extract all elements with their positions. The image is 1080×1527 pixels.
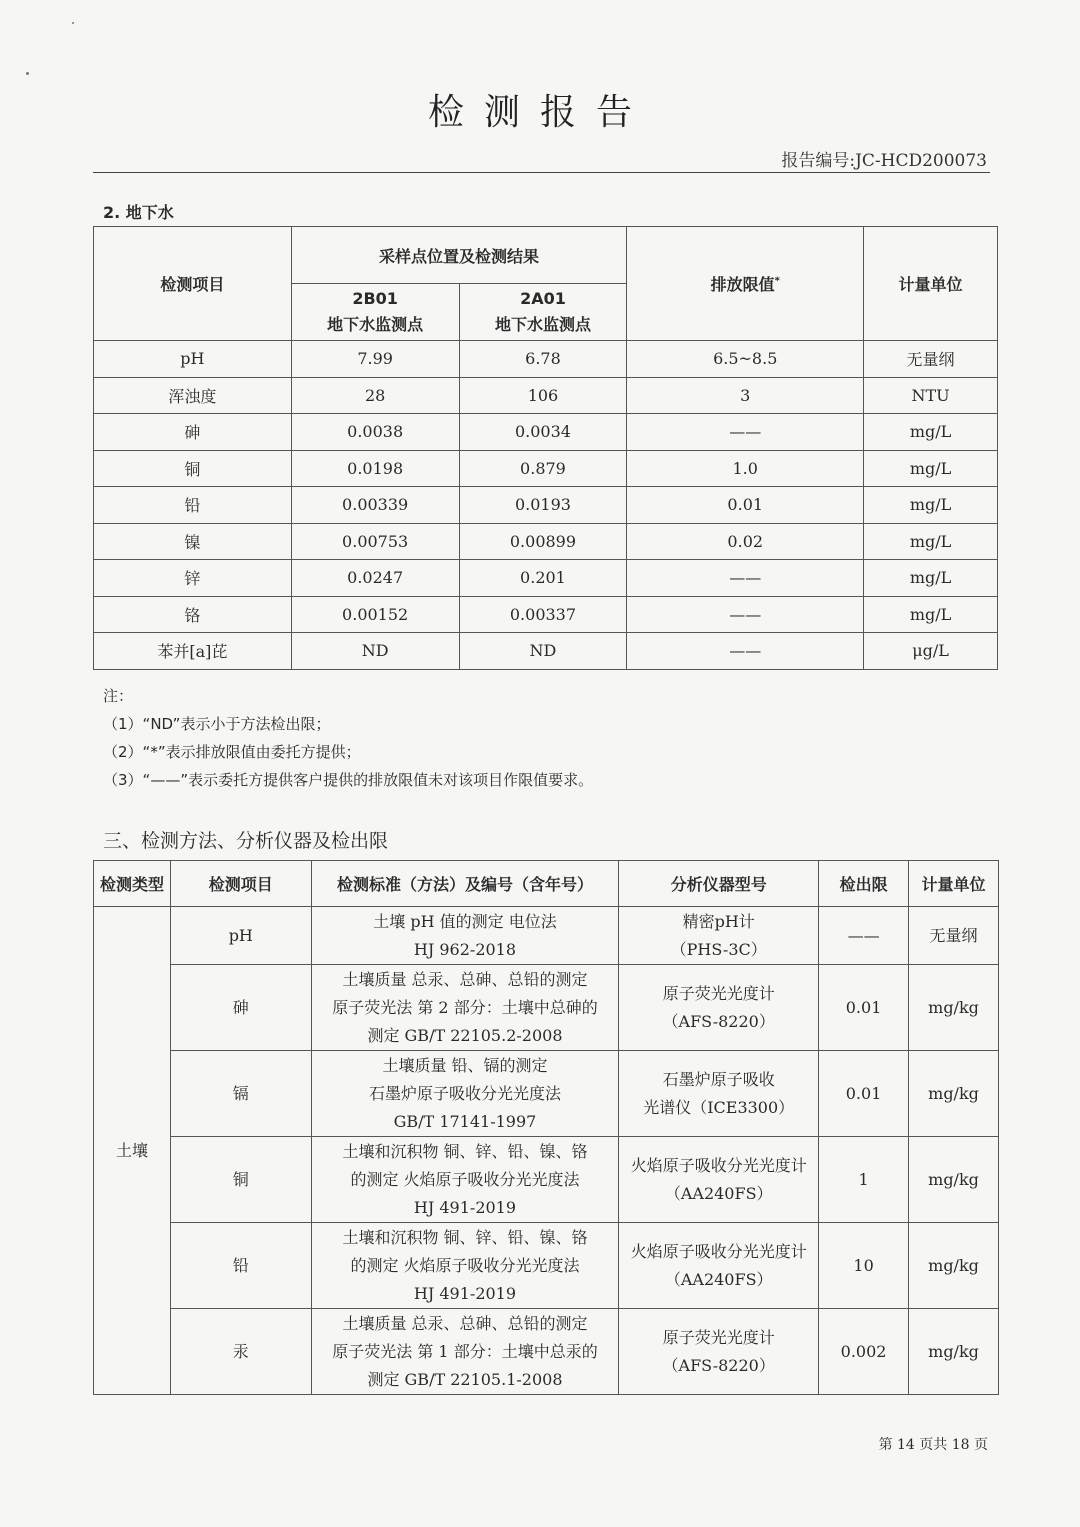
method-line: GB/T 17141-1997	[393, 1111, 537, 1131]
table-row	[94, 523, 998, 560]
cell-unit: mg/L	[864, 450, 998, 487]
methods-header-cell: 计量单位	[909, 861, 999, 907]
method-line: 石墨炉原子吸收分光光度法	[368, 1083, 561, 1103]
table-row	[94, 596, 998, 633]
methods-header-cell: 分析仪器型号	[619, 861, 819, 907]
cell-item: 铜	[170, 1137, 311, 1223]
methods-header-cell: 检测项目	[170, 861, 311, 907]
instrument-line: 光谱仪（ICE3300）	[643, 1097, 795, 1117]
cell-unit: 无量纲	[864, 341, 998, 378]
instrument-line: （AA240FS）	[664, 1269, 773, 1289]
cell-value-2a01: ND	[459, 633, 627, 670]
methods-header-cell: 检测类型	[94, 861, 171, 907]
header-unit: 计量单位	[864, 227, 998, 341]
cell-limit: 0.02	[627, 523, 864, 560]
cell-detection-limit: 0.01	[819, 1051, 909, 1137]
cell-method	[311, 1223, 619, 1309]
method-line: 测定 GB/T 22105.2-2008	[367, 1025, 563, 1045]
cell-value-2b01: 28	[291, 377, 459, 414]
header-col-2b01	[291, 284, 459, 341]
header-col-2a01	[459, 284, 627, 341]
table-row	[94, 560, 998, 597]
instrument-line: 火焰原子吸收分光光度计	[630, 1241, 807, 1261]
method-line: 原子荧光法 第 2 部分：土壤中总砷的	[332, 997, 598, 1017]
cell-item: 浑浊度	[94, 377, 292, 414]
cell-limit: ——	[627, 596, 864, 633]
cell-value-2b01: 0.00753	[291, 523, 459, 560]
cell-value-2b01: 0.0247	[291, 560, 459, 597]
cell-method	[311, 907, 619, 965]
page-number: 第 14 页共 18 页	[878, 1437, 988, 1453]
method-line: 土壤质量 铅、镉的测定	[382, 1055, 548, 1075]
note-line: （2）“*”表示排放限值由委托方提供；	[103, 743, 361, 761]
cell-value-2a01: 106	[459, 377, 627, 414]
report-title: 检测报告	[427, 92, 652, 133]
methods-header-cell: 检测标准（方法）及编号（含年号）	[311, 861, 619, 907]
table-row	[94, 633, 998, 670]
instrument-line: 原子荧光光度计	[662, 983, 775, 1003]
header-divider	[93, 172, 990, 173]
method-line: 土壤和沉积物 铜、锌、铅、镍、铬	[342, 1227, 588, 1247]
cell-item: 铅	[170, 1223, 311, 1309]
cell-value-2a01: 0.00899	[459, 523, 627, 560]
cell-item: 镉	[170, 1051, 311, 1137]
report-number: 报告编号:JC-HCD200073	[781, 151, 987, 171]
cell-item: 铬	[94, 596, 292, 633]
table-row	[94, 907, 999, 965]
cell-value-2a01: 0.879	[459, 450, 627, 487]
cell-limit: 3	[627, 377, 864, 414]
table-row	[94, 341, 998, 378]
method-line: 土壤 pH 值的测定 电位法	[373, 911, 557, 931]
instrument-line: 火焰原子吸收分光光度计	[630, 1155, 807, 1175]
cell-unit: mg/kg	[909, 1137, 999, 1223]
table-row	[94, 1137, 999, 1223]
instrument-line: （AA240FS）	[664, 1183, 773, 1203]
cell-detection-limit: 0.01	[819, 965, 909, 1051]
cell-value-2b01: 0.0038	[291, 414, 459, 451]
cell-item: 铅	[94, 487, 292, 524]
table-row	[94, 1309, 999, 1395]
cell-detection-limit: 0.002	[819, 1309, 909, 1395]
cell-unit: mg/L	[864, 414, 998, 451]
col-code: 2A01	[520, 289, 566, 308]
cell-detection-limit: 10	[819, 1223, 909, 1309]
col-name: 地下水监测点	[327, 315, 424, 334]
cell-limit: ——	[627, 633, 864, 670]
groundwater-table	[93, 226, 998, 670]
col-name: 地下水监测点	[494, 315, 591, 334]
cell-unit: μg/L	[864, 633, 998, 670]
table-row	[94, 1051, 999, 1137]
instrument-line: 原子荧光光度计	[662, 1327, 775, 1347]
table-row	[94, 1223, 999, 1309]
cell-detection-limit: 1	[819, 1137, 909, 1223]
method-line: HJ 962-2018	[413, 939, 517, 959]
instrument-line: （AFS-8220）	[662, 1011, 775, 1031]
cell-item: 砷	[94, 414, 292, 451]
note-line: 注：	[103, 687, 134, 705]
cell-unit: mg/kg	[909, 965, 999, 1051]
cell-unit: mg/kg	[909, 1051, 999, 1137]
cell-unit: mg/kg	[909, 1309, 999, 1395]
cell-unit: mg/L	[864, 560, 998, 597]
scan-speck	[26, 72, 29, 75]
instrument-line: 石墨炉原子吸收	[662, 1069, 775, 1089]
cell-detection-limit: ——	[819, 907, 909, 965]
cell-method	[311, 1137, 619, 1223]
table-row	[94, 450, 998, 487]
method-line: 原子荧光法 第 1 部分：土壤中总汞的	[332, 1341, 598, 1361]
cell-item: pH	[170, 907, 311, 965]
instrument-line: （AFS-8220）	[662, 1355, 775, 1375]
methods-header-cell: 检出限	[819, 861, 909, 907]
method-line: 的测定 火焰原子吸收分光光度法	[350, 1255, 580, 1275]
method-line: 土壤质量 总汞、总砷、总铅的测定	[342, 969, 588, 989]
cell-value-2a01: 0.0034	[459, 414, 627, 451]
cell-item: 镍	[94, 523, 292, 560]
method-line: 土壤质量 总汞、总砷、总铅的测定	[342, 1313, 588, 1333]
cell-unit: mg/L	[864, 523, 998, 560]
methods-table	[93, 860, 999, 1395]
header-sampling: 采样点位置及检测结果	[291, 227, 627, 284]
cell-item: 砷	[170, 965, 311, 1051]
cell-value-2b01: 0.00339	[291, 487, 459, 524]
cell-value-2a01: 0.00337	[459, 596, 627, 633]
col-code: 2B01	[352, 289, 398, 308]
cell-unit: 无量纲	[909, 907, 999, 965]
cell-unit: NTU	[864, 377, 998, 414]
cell-value-2a01: 0.201	[459, 560, 627, 597]
instrument-line: （PHS-3C）	[670, 939, 767, 959]
cell-limit: 1.0	[627, 450, 864, 487]
cell-limit: ——	[627, 414, 864, 451]
scan-speck	[72, 22, 74, 24]
method-line: HJ 491-2019	[413, 1283, 517, 1303]
cell-value-2b01: 0.00152	[291, 596, 459, 633]
cell-value-2b01: 7.99	[291, 341, 459, 378]
cell-value-2a01: 0.0193	[459, 487, 627, 524]
table-row	[94, 965, 999, 1051]
table-row	[94, 487, 998, 524]
groundwater-notes	[103, 682, 593, 794]
cell-value-2a01: 6.78	[459, 341, 627, 378]
limit-asterisk: *	[774, 275, 780, 287]
cell-limit: ——	[627, 560, 864, 597]
section-groundwater-heading: 2. 地下水	[103, 203, 174, 222]
cell-instrument	[619, 1223, 819, 1309]
cell-item: 铜	[94, 450, 292, 487]
cell-instrument	[619, 1051, 819, 1137]
cell-unit: mg/kg	[909, 1223, 999, 1309]
cell-value-2b01: 0.0198	[291, 450, 459, 487]
cell-limit: 0.01	[627, 487, 864, 524]
cell-item: 锌	[94, 560, 292, 597]
header-item: 检测项目	[94, 227, 292, 341]
cell-method	[311, 1051, 619, 1137]
section-methods-heading: 三、检测方法、分析仪器及检出限	[103, 830, 389, 852]
cell-instrument	[619, 1309, 819, 1395]
cell-category: 土壤	[94, 907, 171, 1395]
method-line: 土壤和沉积物 铜、锌、铅、镍、铬	[342, 1141, 588, 1161]
cell-limit: 6.5~8.5	[627, 341, 864, 378]
table-row	[94, 414, 998, 451]
cell-unit: mg/L	[864, 596, 998, 633]
method-line: 测定 GB/T 22105.1-2008	[367, 1369, 563, 1389]
cell-method	[311, 1309, 619, 1395]
method-line: HJ 491-2019	[413, 1197, 517, 1217]
note-line: （1）“ND”表示小于方法检出限；	[103, 715, 331, 733]
note-line: （3）“——”表示委托方提供客户提供的排放限值未对该项目作限值要求。	[103, 771, 594, 789]
table-row	[94, 377, 998, 414]
cell-instrument	[619, 907, 819, 965]
cell-item: 苯并[a]芘	[94, 633, 292, 670]
instrument-line: 精密pH计	[682, 911, 755, 931]
cell-value-2b01: ND	[291, 633, 459, 670]
method-line: 的测定 火焰原子吸收分光光度法	[350, 1169, 580, 1189]
cell-unit: mg/L	[864, 487, 998, 524]
cell-item: pH	[94, 341, 292, 378]
cell-item: 汞	[170, 1309, 311, 1395]
cell-instrument	[619, 1137, 819, 1223]
header-limit	[627, 227, 864, 341]
cell-instrument	[619, 965, 819, 1051]
header-limit-text: 排放限值	[710, 275, 775, 294]
cell-method	[311, 965, 619, 1051]
